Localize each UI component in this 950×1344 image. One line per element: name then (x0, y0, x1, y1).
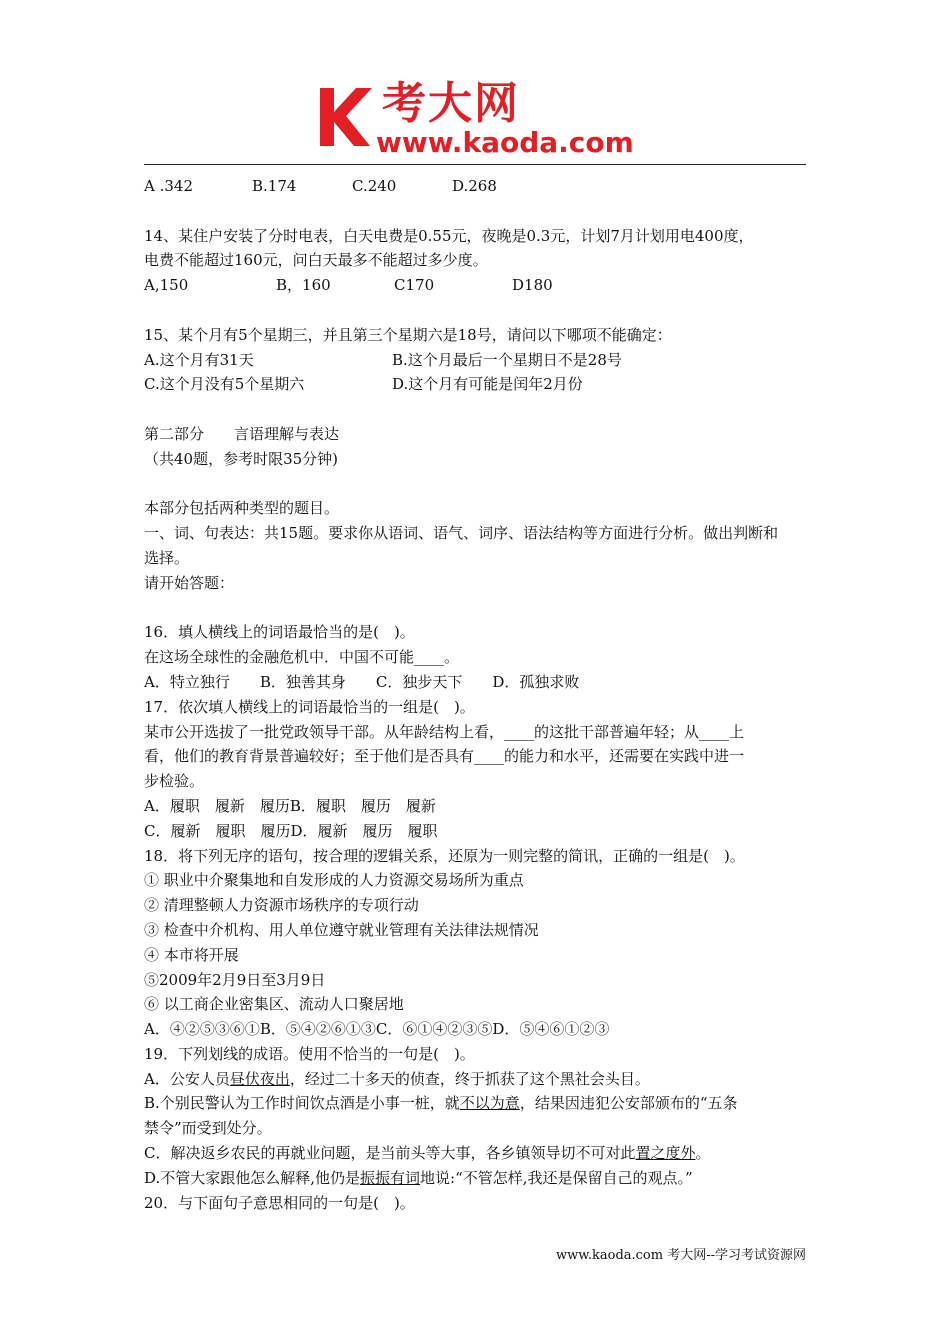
q16-options: A．特立独行 B．独善其身 C．独步天下 D．孤独求败 (144, 672, 580, 691)
q19-a-underlined-idiom: 昼伏夜出 (229, 1069, 290, 1088)
header-divider (144, 164, 806, 165)
q15-option-b: B.这个月最后一个星期日不是28号 (392, 350, 622, 369)
q19-stem: 19．下列划线的成语。使用不恰当的一句是( )。 (144, 1044, 475, 1063)
q19-option-d: D.不管大家跟他怎么解释,他仍是振振有词地说:“不管怎样,我还是保留自己的观点。” (144, 1168, 693, 1187)
q13-option-d: D.268 (452, 177, 497, 195)
q17-passage-line3: 步检验。 (144, 772, 205, 791)
q19-option-a: A．公安人员昼伏夜出，经过二十多天的侦查，终于抓获了这个黑社会头目。 (144, 1069, 650, 1088)
logo-chinese-name: 考大网 (382, 78, 520, 129)
q17-passage-line1: 某市公开选拔了一批党政领导干部。从年龄结构上看，____的这批干部普遍年轻；从____上 (144, 722, 745, 741)
q14-stem-line1: 14、某住户安装了分时电表，白天电费是0.55元，夜晚是0.3元，计划7月计划用电400度， (144, 226, 754, 245)
q18-item-3: ③ 检查中介机构、用人单位遵守就业管理有关法律法规情况 (144, 920, 539, 939)
q19-option-b: B.个别民警认为工作时间饮点酒是小事一桩，就不以为意，结果因违犯公安部颁布的“五条 (144, 1094, 738, 1113)
q15-option-a: A.这个月有31天 (144, 350, 254, 369)
q20-stem: 20．与下面句子意思相同的一句是( )。 (144, 1193, 415, 1212)
q16-sentence: 在这场全球性的金融危机中．中国不可能____。 (144, 648, 460, 667)
q13-option-a: A .342 (144, 177, 193, 195)
q14-option-d: D180 (512, 276, 553, 295)
q19-d-underlined-idiom: 振振有词 (360, 1168, 421, 1187)
q13-option-b: B.174 (252, 177, 297, 195)
page-footer: www.kaoda.com 考大网--学习考试资源网 (556, 1248, 806, 1263)
page-header (144, 78, 806, 168)
part2-title: 第二部分 言语理解与表达 (144, 424, 340, 443)
q17-options-cd: C．履新 履职 履历D．履新 履历 履职 (144, 821, 438, 840)
q14-option-a: A,150 (144, 276, 189, 295)
q15-options-ab (144, 348, 806, 373)
q17-options-ab: A．履职 履新 履历B．履职 履历 履新 (144, 796, 436, 815)
q14-option-c: C170 (394, 276, 435, 295)
part2-note: （共40题，参考时限35分钟) (144, 449, 339, 468)
q19-option-b-line2: 禁令”而受到处分。 (144, 1119, 272, 1138)
q17-passage-line2: 看，他们的教育背景普遍较好；至于他们是否具有____的能力和水平，还需要在实践中进一 (144, 747, 745, 766)
part2-intro: 本部分包括两种类型的题目。 (144, 499, 340, 518)
section1-desc-line1: 一、词、句表达：共15题。要求你从语词、语气、词序、语法结构等方面进行分析。做出判断和 (144, 524, 779, 543)
q15-option-c: C.这个月没有5个星期六 (144, 375, 305, 394)
q14-option-b: B，160 (276, 276, 331, 295)
q14-stem-line2: 电费不能超过160元，问白天最多不能超过多少度。 (144, 251, 488, 270)
kaoda-logo-k-icon (318, 84, 374, 150)
q18-item-4: ④ 本市将开展 (144, 945, 239, 964)
q13-option-c: C.240 (352, 177, 397, 195)
q19-b-underlined-idiom: 不以为意 (459, 1094, 520, 1113)
q19-c-underlined-idiom: 置之度外 (635, 1144, 696, 1163)
q18-item-1: ① 职业中介聚集地和自发形成的人力资源交易场所为重点 (144, 871, 524, 890)
q18-item-2: ② 清理整顿人力资源市场秩序的专项行动 (144, 896, 419, 915)
q18-stem: 18．将下列无序的语句，按合理的逻辑关系，还原为一则完整的简讯，正确的一组是( )。 (144, 846, 745, 865)
q14-options (144, 273, 806, 298)
q15-option-d: D.这个月有可能是闰年2月份 (392, 375, 583, 394)
q18-item-6: ⑥ 以工商企业密集区、流动人口聚居地 (144, 995, 404, 1014)
q15-options-cd (144, 372, 806, 397)
document-body (144, 174, 806, 1215)
start-instruction: 请开始答题： (144, 573, 235, 592)
q18-options: A．④②⑤③⑥①B．⑤④②⑥①③C．⑥①④②③⑤D．⑤④⑥①②③ (144, 1020, 610, 1039)
logo-url: www.kaoda.com (376, 126, 634, 159)
q13-options (144, 174, 806, 199)
q15-stem: 15、某个月有5个星期三，并且第三个星期六是18号，请问以下哪项不能确定： (144, 325, 672, 344)
q16-stem: 16．填人横线上的词语最恰当的是( )。 (144, 623, 415, 642)
q18-item-5: ⑤2009年2月9日至3月9日 (144, 970, 326, 989)
section1-desc-line2: 选择。 (144, 548, 190, 567)
q19-option-c: C．解决返乡农民的再就业问题，是当前头等大事，各乡镇领导切不可对此置之度外。 (144, 1144, 711, 1163)
q17-stem: 17．依次填人横线上的词语最恰当的一组是( )。 (144, 697, 475, 716)
